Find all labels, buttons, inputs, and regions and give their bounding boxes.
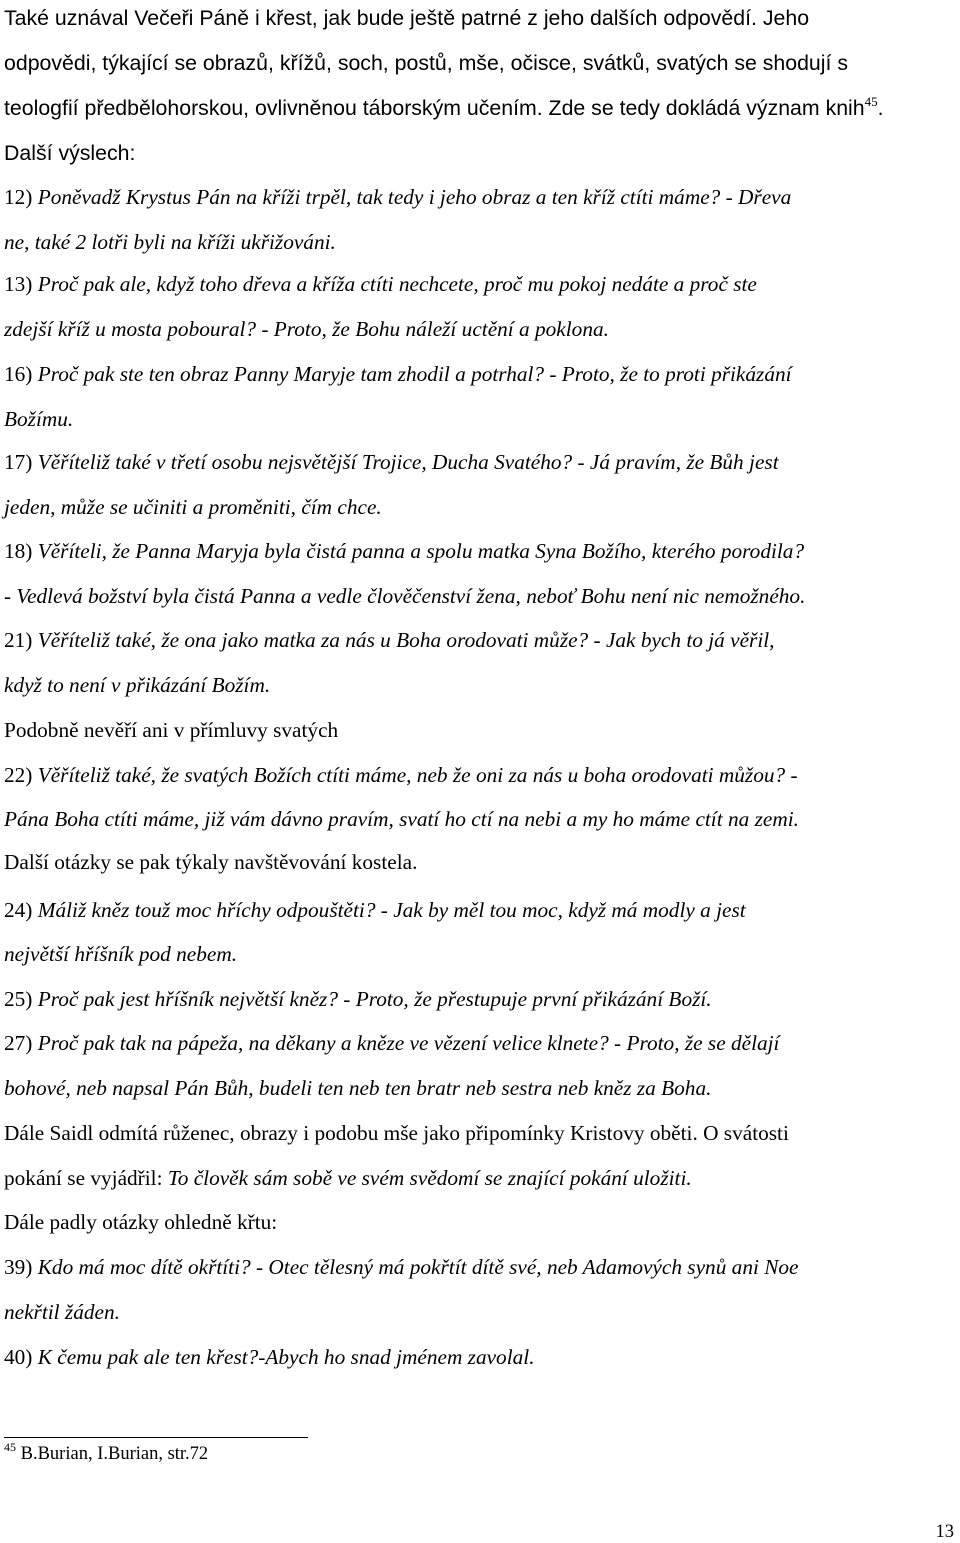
text-run: Další otázky se pak týkaly navštěvování kostela.: [4, 850, 418, 874]
text-line: [4, 985, 712, 1013]
text-line: [4, 1298, 120, 1326]
text-run: Poněvadž Krystus Pán na kříži trpěl, tak tedy i jeho obraz a ten kříž ctíti máme? - Dřeva: [37, 185, 792, 209]
text-line: [4, 1208, 277, 1236]
text-line: [4, 537, 804, 565]
text-line: [4, 1343, 535, 1371]
text-run: Dále padly otázky ohledně křtu:: [4, 1210, 278, 1234]
text-run: 27): [4, 1031, 38, 1055]
text-line: [4, 493, 382, 521]
text-line: [4, 315, 609, 343]
text-run: 17): [4, 450, 38, 474]
text-line: [4, 448, 779, 476]
text-run: bohové, neb napsal Pán Bůh, budeli ten neb ten bratr neb sestra neb kněz za Boha.: [4, 1076, 712, 1100]
text-line: [4, 896, 746, 924]
text-line: [4, 1119, 789, 1147]
text-run: Dále Saidl odmítá růženec, obrazy i podobu mše jako připomínky Kristovy oběti. O svátosti: [4, 1121, 789, 1145]
text-line: [4, 1164, 692, 1192]
footnote-reference: 45: [864, 93, 878, 109]
text-line: [4, 94, 884, 122]
text-line: [4, 940, 237, 968]
footnote: [4, 1439, 209, 1465]
text-run: 21): [4, 628, 38, 652]
text-run: Proč pak ste ten obraz Panny Maryje tam zhodil a potrhal? - Proto, že to proti přikázání: [37, 362, 792, 386]
text-run: Věříteliž také, že ona jako matka za nás u Boha orodovati může? - Jak bych to já věřil,: [37, 628, 775, 652]
text-line: [4, 671, 270, 699]
text-line: [4, 139, 135, 167]
text-run: 22): [4, 763, 38, 787]
text-run: .: [877, 96, 884, 120]
text-run: Máliž kněz touž moc hříchy odpouštěti? - Jak by měl tou moc, když má modly a jest: [37, 898, 746, 922]
text-run: Božímu.: [4, 407, 74, 431]
text-run: Pána Boha ctíti máme, již vám dávno pravím, svatí ho ctí na nebi a my ho máme ctít na zemi.: [4, 807, 799, 831]
text-line: [4, 848, 417, 876]
text-line: [4, 360, 792, 388]
text-run: ne, také 2 lotři byli na kříži ukřižováni.: [4, 230, 336, 254]
text-run: Proč pak ale, když toho dřeva a kříža ctíti nechcete, proč mu pokoj nedáte a proč ste: [37, 272, 757, 296]
text-run: 18): [4, 539, 38, 563]
text-run: nekřtil žáden.: [4, 1300, 120, 1324]
text-line: [4, 4, 809, 32]
text-run: To člověk sám sobě ve svém svědomí se znající pokání uložiti.: [167, 1166, 692, 1190]
text-run: Také uznával Večeři Páně i křest, jak bude ještě patrné z jeho dalších odpovědí. Jeho: [4, 6, 810, 30]
text-run: pokání se vyjádřil:: [4, 1166, 168, 1190]
text-run: Proč pak tak na pápeža, na děkany a kněze ve vězení velice klnete? - Proto, že se dělají: [37, 1031, 780, 1055]
footnote-divider: [4, 1437, 308, 1438]
text-line: [4, 49, 848, 77]
text-run: Věříteliž také, že svatých Božích ctíti máme, neb že oni za nás u boha orodovati můžou? -: [37, 763, 798, 787]
text-run: K čemu pak ale ten křest?-Abych ho snad jménem zavolal.: [37, 1345, 535, 1369]
text-line: [4, 582, 805, 610]
text-run: 25): [4, 987, 38, 1011]
text-line: [4, 1253, 799, 1281]
text-run: Věříteliž také v třetí osobu nejsvětější Trojice, Ducha Svatého? - Já pravím, že Bůh jest: [37, 450, 779, 474]
text-line: [4, 183, 791, 211]
text-line: [4, 405, 73, 433]
text-run: jeden, může se učiniti a proměniti, čím chce.: [4, 495, 382, 519]
text-line: [4, 716, 338, 744]
text-line: [4, 270, 757, 298]
footnote-text: B.Burian, I.Burian, str.72: [16, 1444, 209, 1464]
text-line: [4, 761, 798, 789]
text-run: když to není v přikázání Božím.: [4, 673, 271, 697]
page-number: 13: [935, 1522, 954, 1542]
text-run: Věříteli, že Panna Maryja byla čistá panna a spolu matka Syna Božího, kterého porodila?: [37, 539, 805, 563]
text-run: největší hříšník pod nebem.: [4, 942, 238, 966]
text-run: 40): [4, 1345, 38, 1369]
text-run: 12): [4, 185, 38, 209]
text-line: [4, 1074, 711, 1102]
text-run: zdejší kříž u mosta poboural? - Proto, že Bohu náleží uctění a poklona.: [4, 317, 609, 341]
text-run: odpovědi, týkající se obrazů, křížů, soch, postů, mše, očisce, svátků, svatých se shodují s: [4, 51, 848, 75]
footnote-mark: 45: [4, 1439, 16, 1454]
text-run: Kdo má moc dítě okřtíti? - Otec tělesný má pokřtít dítě své, neb Adamových synů ani Noe: [37, 1255, 799, 1279]
text-run: 13): [4, 272, 38, 296]
text-line: [4, 805, 799, 833]
text-run: 39): [4, 1255, 38, 1279]
text-run: - Vedlevá božství byla čistá Panna a vedle člověčenství žena, neboť Bohu není nic nemožného.: [4, 584, 806, 608]
text-run: 16): [4, 362, 38, 386]
text-run: Další výslech:: [4, 141, 136, 165]
text-line: [4, 1029, 779, 1057]
text-run: Proč pak jest hříšník největší kněz? - Proto, že přestupuje první přikázání Boží.: [37, 987, 712, 1011]
text-run: 24): [4, 898, 38, 922]
text-line: [4, 626, 774, 654]
text-line: [4, 228, 336, 256]
text-run: teologfií předbělohorskou, ovlivněnou táborským učením. Zde se tedy dokládá význam knih: [4, 96, 865, 120]
text-run: Podobně nevěří ani v přímluvy svatých: [4, 718, 339, 742]
